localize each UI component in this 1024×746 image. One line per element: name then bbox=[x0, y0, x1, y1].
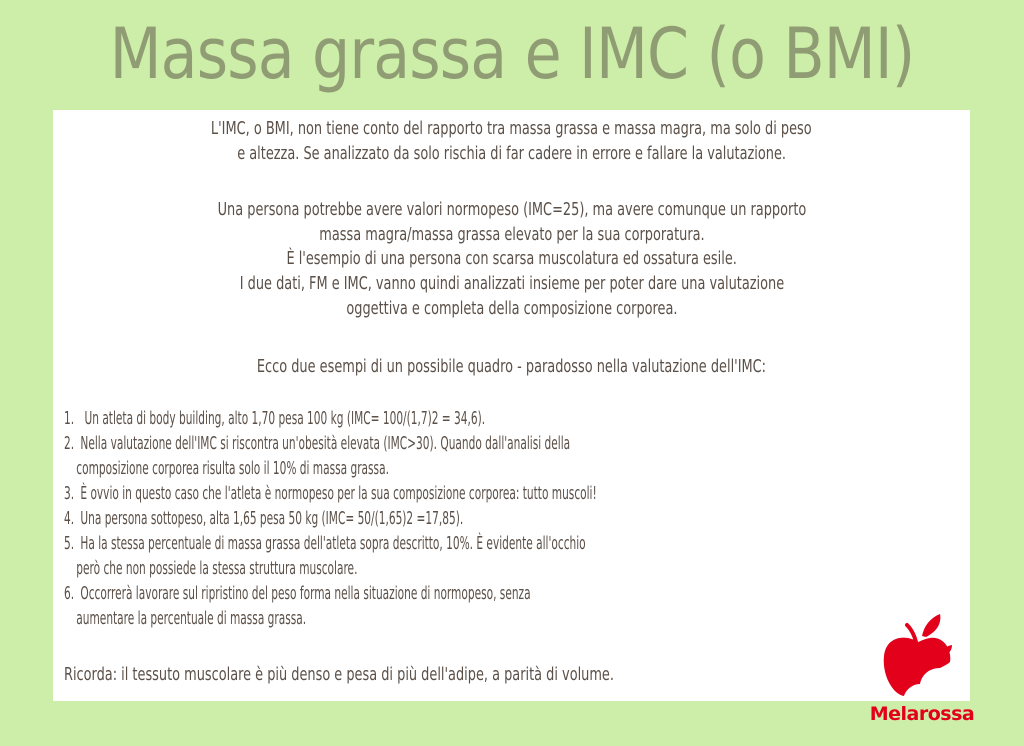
intro-line: L'IMC, o BMI, non tiene conto del rapporto tra massa grassa e massa magra, ma solo di peso bbox=[211, 119, 812, 139]
list-item: 2. Nella valutazione dell'IMC si riscontra un'obesità elevata (IMC>30). Quando dall'analisi della bbox=[64, 434, 571, 454]
paragraph-line: È l'esempio di una persona con scarsa muscolatura ed ossatura esile. bbox=[286, 249, 737, 269]
list-item: 3. È ovvio in questo caso che l'atleta è normopeso per la sua composizione corporea: tutto muscoli! bbox=[64, 484, 597, 504]
list-item: 5. Ha la stessa percentuale di massa grassa dell'atleta sopra descritto, 10%. È evidente all'occhio bbox=[64, 534, 586, 554]
list-item: 4. Una persona sottopeso, alta 1,65 pesa 50 kg (IMC= 50/(1,65)2 =17,85). bbox=[64, 509, 464, 529]
examples-intro: Ecco due esempi di un possibile quadro - paradosso nella valutazione dell'IMC: bbox=[256, 357, 767, 377]
list-item: 6. Occorrerà lavorare sul ripristino del peso forma nella situazione di normopeso, senza bbox=[64, 584, 531, 604]
remember-note: Ricorda: il tessuto muscolare è più denso e pesa di più dell'adipe, a parità di volume. bbox=[64, 665, 614, 685]
intro-line: e altezza. Se analizzato da solo rischia di far cadere in errore e fallare la valutazione. bbox=[237, 144, 786, 164]
paragraph-line: massa magra/massa grassa elevato per la sua corporatura. bbox=[318, 225, 705, 245]
paragraph-line: I due dati, FM e IMC, vanno quindi analizzati insieme per poter dare una valutazione bbox=[239, 274, 784, 294]
list-item-continuation: però che non possiede la stessa struttura muscolare. bbox=[76, 559, 358, 579]
apple-icon bbox=[878, 612, 958, 698]
paragraph-line: Una persona potrebbe avere valori normopeso (IMC=25), ma avere comunque un rapporto bbox=[217, 200, 806, 220]
list-item-continuation: composizione corporea risulta solo il 10% di massa grassa. bbox=[76, 459, 389, 479]
list-item: 1. Un atleta di body building, alto 1,70 pesa 100 kg (IMC= 100/(1,7)2 = 34,6). bbox=[64, 409, 486, 429]
list-item-continuation: aumentare la percentuale di massa grassa. bbox=[76, 609, 307, 629]
brand-name: Melarossa bbox=[869, 703, 975, 725]
page-title: Massa grassa e IMC (o BMI) bbox=[109, 13, 915, 95]
paragraph-line: oggettiva e completa della composizione corporea. bbox=[345, 299, 678, 319]
